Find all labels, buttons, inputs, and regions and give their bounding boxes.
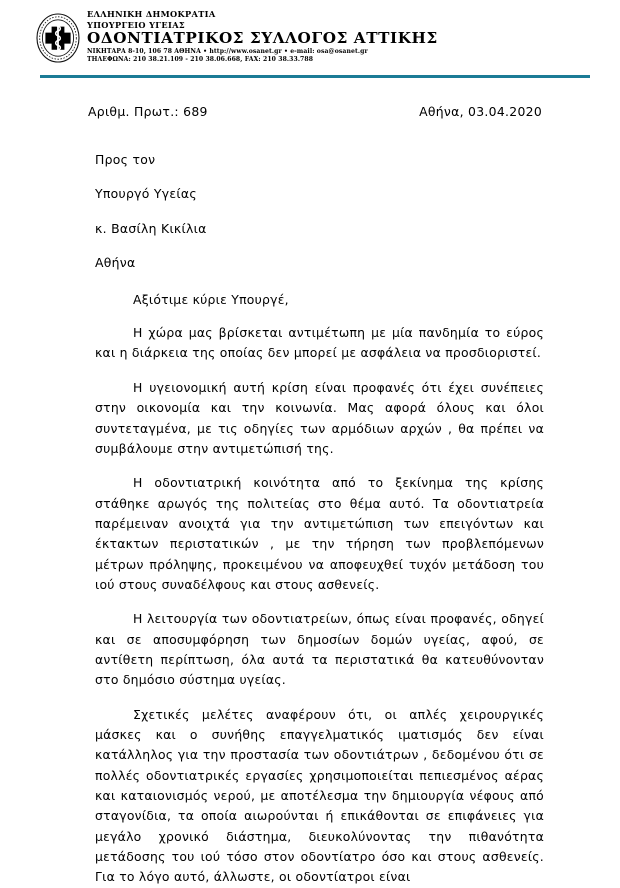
body-paragraph-4: Η λειτουργία των οδοντιατρείων, όπως είναι προφανές, οδηγεί και σε αποσυμφόρηση των δημοσίων δομών υγείας, αφού, σε αντίθετη περίπτωση, όλα αυτά τα περιστατικά θα κατευθύνονταν στο δημόσιο σύστημα υγείας. [95, 611, 544, 688]
ministry-line: ΥΠΟΥΡΓΕΙΟ ΥΓΕΙΑΣ [87, 19, 186, 30]
body-paragraph-3: Η οδοντιατρική κοινότητα από το ξεκίνημα της κρίσης στάθηκε αρωγός της πολιτείας στο θέμα αυτό. Τα οδοντιατρεία παρέμειναν ανοιχτά για την αντιμετώπιση των επειγόντων και έκτακτων περιστατικών , με την τήρηση των προβλεπόμενων μέτρων πρόληψης, προκειμένου να αποφευχθεί τυχόν μετάδοση του ιού στους συναδέλφους και στους ασθενείς. [95, 475, 544, 592]
addressee-line-1: Προς τον [95, 151, 156, 167]
letter-body [95, 290, 544, 888]
body-paragraph-5: Σχετικές μελέτες αναφέρουν ότι, οι απλές χειρουργικές μάσκες και ο συνήθης επαγγελματικός ιματισμός δεν είναι κατάλληλος για την προστασία των οδοντιάτρων , δεδομένου ότι σε πολλές οδοντιατρικές εργασίες χρησιμοποιείται πεπιεσμένος αέρας και καταιονισμός νερού, με αποτέλεσμα την δημιουργία νέφους από σταγονίδια, τα οποία αιωρούνται ή επικάθονται σε επιφάνειες για μεγάλο χρονικό διάστημα, διευκολύνοντας την πιθανότητα μετάδοσης του ιού τόσο στον οδοντίατρο όσο και στους ασθενείς. Για το λόγο αυτό, άλλωστε, οι οδοντίατροι είναι [95, 706, 544, 885]
letterhead [0, 0, 620, 66]
republic-line: ΕΛΛΗΝΙΚΗ ΔΗΜΟΚΡΑΤΙΑ [87, 9, 216, 19]
body-paragraph-2: Η υγειονομική αυτή κρίση είναι προφανές ότι έχει συνέπειες στην οικονομία και την κοινωνία. Μας αφορά όλους και όλοι συντεταγμένα, με τις οδηγίες των αρμόδιων αρχών , θα πρέπει να συμβάλουμε στην αντιμετώπισή της. [95, 379, 544, 456]
dental-association-emblem-icon [35, 12, 81, 64]
organization-title: ΟΔΟΝΤΙΑΤΡΙΚΟΣ ΣΥΛΛΟΓΟΣ ΑΤΤΙΚΗΣ [87, 29, 438, 48]
addressee-line-2: Υπουργό Υγείας [95, 186, 197, 202]
emblem-container [32, 9, 84, 64]
organization-telephones: ΤΗΛΕΦΩΝΑ: 210 38.21.109 - 210 38.06.668, FAX: 210 38.33.788 [87, 56, 314, 64]
body-paragraph-1: Η χώρα μας βρίσκεται αντιμέτωπη με μία πανδημία το εύρος και η διάρκεια της οποίας δεν μπορεί με ασφάλεια να προσδιοριστεί. [95, 325, 544, 361]
addressee-line-4: Αθήνα [95, 255, 136, 271]
organization-block [87, 9, 438, 66]
addressee-block [95, 152, 620, 271]
addressee-line-3: κ. Βασίλη Κικίλια [95, 220, 207, 236]
place-and-date: Αθήνα, 03.04.2020 [419, 103, 542, 119]
organization-address: ΝΙΚΗΤΑΡΑ 8-10, 106 78 ΑΘΗΝΑ • http://www.osanet.gr • e-mail: osa@osanet.gr [87, 47, 368, 55]
salutation: Αξιότιμε κύριε Υπουργέ, [133, 291, 289, 307]
header-divider [40, 75, 590, 78]
document-meta [88, 104, 542, 119]
protocol-number: Αριθμ. Πρωτ.: 689 [88, 103, 208, 119]
